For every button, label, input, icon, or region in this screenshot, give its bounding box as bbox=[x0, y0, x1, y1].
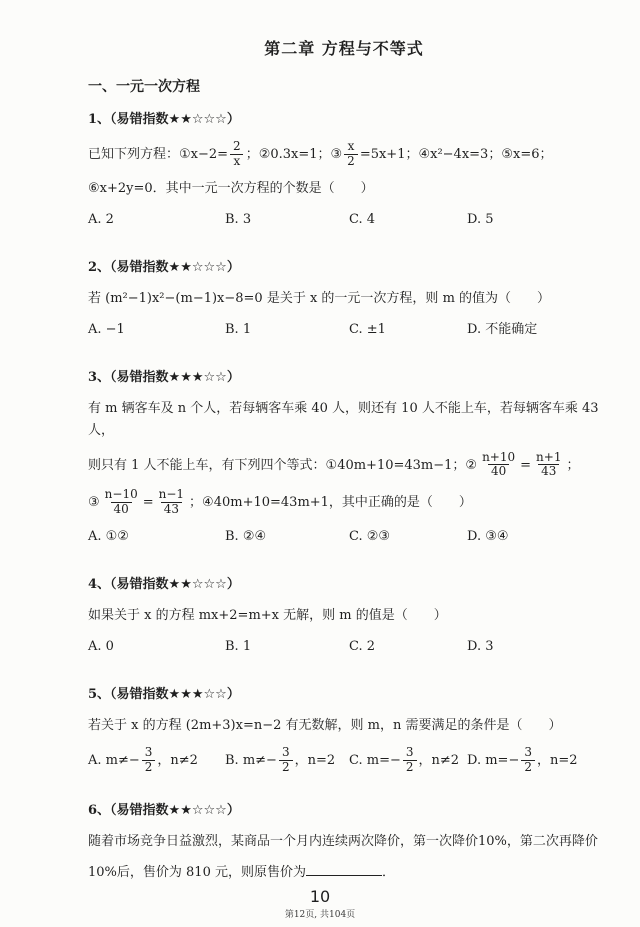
text-segment: A. −1 bbox=[88, 321, 125, 337]
fraction-numerator: 3 bbox=[524, 744, 532, 759]
option-c bbox=[349, 746, 467, 775]
math-fraction bbox=[521, 746, 535, 775]
question-text-line bbox=[88, 288, 600, 310]
option-a bbox=[88, 636, 225, 658]
text-segment: C. ②③ bbox=[349, 528, 391, 544]
text-segment: ，n=2 bbox=[294, 752, 336, 768]
text-segment: ； bbox=[566, 457, 580, 473]
math-fraction bbox=[230, 140, 244, 169]
question-header: 6、（易错指数★★☆☆☆） bbox=[88, 803, 240, 819]
page-footer bbox=[0, 887, 640, 920]
option-d bbox=[467, 319, 600, 341]
fraction-denominator: x bbox=[230, 154, 243, 169]
question-text-line bbox=[88, 862, 600, 884]
text-segment: 已知下列方程：①x−2= bbox=[88, 146, 229, 162]
text-segment: C. ±1 bbox=[349, 321, 386, 337]
option-c bbox=[349, 209, 467, 231]
question-5 bbox=[88, 684, 600, 775]
chapter-title: 第二章 方程与不等式 bbox=[264, 39, 424, 58]
question-text-line bbox=[88, 488, 600, 517]
option-d bbox=[467, 526, 600, 548]
text-segment: ，n≠2 bbox=[418, 752, 460, 768]
fraction-numerator: n−1 bbox=[158, 487, 185, 502]
text-segment: 随着市场竞争日益激烈，某商品一个月内连续两次降价，第一次降价10%，第二次再降价 bbox=[88, 834, 598, 850]
text-segment: ⑥x+2y=0．其中一元一次方程的个数是（ ） bbox=[88, 180, 374, 196]
math-fraction bbox=[533, 451, 564, 480]
question-1 bbox=[88, 109, 600, 231]
text-segment: 若关于 x 的方程 (2m+3)x=n−2 有无数解，则 m，n 需要满足的条件是（ ） bbox=[88, 717, 562, 733]
text-segment: B. ②④ bbox=[225, 528, 267, 544]
text-segment: D. ③④ bbox=[467, 528, 509, 544]
option-d bbox=[467, 746, 600, 775]
question-header: 4、（易错指数★★☆☆☆） bbox=[88, 576, 240, 592]
fraction-denominator: 2 bbox=[279, 760, 293, 775]
option-b bbox=[225, 319, 349, 341]
math-fraction bbox=[479, 451, 518, 480]
text-segment: C. m=− bbox=[349, 752, 401, 768]
option-b bbox=[225, 209, 349, 231]
text-segment: 10%后，售价为 810 元，则原售价为 bbox=[88, 865, 306, 881]
question-header: 1、（易错指数★★☆☆☆） bbox=[88, 112, 240, 127]
option-d bbox=[467, 209, 600, 231]
text-segment: B. 1 bbox=[225, 638, 252, 654]
fraction-denominator: 43 bbox=[538, 464, 559, 479]
text-segment: ，n≠2 bbox=[157, 752, 198, 768]
fraction-denominator: 2 bbox=[142, 760, 156, 775]
text-segment: 则只有 1 人不能上车，有下列四个等式：①40m+10=43m−1；② bbox=[88, 457, 478, 473]
question-3 bbox=[88, 367, 603, 548]
section-heading: 一、一元一次方程 bbox=[88, 79, 200, 95]
question-options-row bbox=[88, 319, 600, 341]
text-segment: 若 (m²−1)x²−(m−1)x−8=0 是关于 x 的一元一次方程，则 m 的值为（ ） bbox=[88, 290, 551, 306]
text-segment: ． bbox=[381, 865, 395, 881]
text-segment: B. m≠− bbox=[225, 752, 277, 768]
fraction-denominator: 40 bbox=[488, 464, 509, 479]
fraction-denominator: 2 bbox=[521, 760, 535, 775]
text-segment: B. 3 bbox=[225, 211, 252, 227]
question-text-line bbox=[88, 605, 600, 627]
page-number: 10 bbox=[309, 887, 331, 906]
question-6 bbox=[88, 800, 600, 884]
text-segment: ，n=2 bbox=[536, 752, 578, 768]
option-d bbox=[467, 636, 600, 658]
option-b bbox=[225, 746, 349, 775]
question-text-line bbox=[88, 831, 600, 853]
fraction-denominator: 40 bbox=[111, 502, 132, 517]
text-segment: C. 4 bbox=[349, 211, 376, 227]
text-segment: 有 m 辆客车及 n 个人，若每辆客车乘 40 人，则还有 10 人不能上车，若每辆客车乘 43 人， bbox=[88, 400, 603, 438]
question-2 bbox=[88, 257, 600, 341]
question-options-row bbox=[88, 209, 600, 231]
option-b bbox=[225, 526, 349, 548]
option-c bbox=[349, 636, 467, 658]
text-segment: A. 2 bbox=[88, 211, 114, 227]
question-header: 3、（易错指数★★★☆☆） bbox=[88, 369, 240, 385]
option-c bbox=[349, 319, 467, 341]
option-c bbox=[349, 526, 467, 548]
fraction-numerator: x bbox=[347, 139, 355, 153]
question-4 bbox=[88, 574, 600, 658]
text-segment: D. 不能确定 bbox=[467, 321, 538, 337]
text-segment: C. 2 bbox=[349, 638, 376, 654]
text-segment: D. 5 bbox=[467, 211, 494, 227]
answer-blank bbox=[306, 862, 382, 876]
option-a bbox=[88, 746, 225, 775]
fraction-numerator: 3 bbox=[281, 744, 290, 759]
fraction-numerator: n−10 bbox=[104, 487, 138, 502]
math-fraction bbox=[279, 746, 293, 775]
text-segment: A. ①② bbox=[88, 528, 129, 544]
question-text-line bbox=[88, 398, 603, 442]
question-text-line bbox=[88, 140, 600, 169]
question-text-line bbox=[88, 451, 600, 480]
text-segment: B. 1 bbox=[225, 321, 252, 337]
math-fraction bbox=[102, 488, 141, 517]
option-a bbox=[88, 319, 225, 341]
fraction-denominator: 43 bbox=[161, 502, 182, 517]
text-segment: A. m≠− bbox=[88, 752, 140, 768]
text-segment: 如果关于 x 的方程 mx+2=m+x 无解，则 m 的值是（ ） bbox=[88, 607, 447, 623]
fraction-numerator: n+1 bbox=[536, 449, 562, 464]
option-a bbox=[88, 526, 225, 548]
page-info: 第12页, 共104页 bbox=[284, 910, 356, 920]
text-segment: = bbox=[142, 494, 154, 510]
fraction-numerator: 3 bbox=[144, 744, 153, 759]
question-header: 5、（易错指数★★★☆☆） bbox=[88, 686, 240, 702]
math-fraction bbox=[142, 746, 156, 775]
text-segment: D. m=− bbox=[467, 752, 520, 768]
text-segment: =5x+1；④x²−4x=3；⑤x=6； bbox=[359, 146, 553, 162]
text-segment: ③ bbox=[88, 494, 100, 510]
option-b bbox=[225, 636, 349, 658]
fraction-numerator: 3 bbox=[405, 744, 414, 759]
option-a bbox=[88, 209, 225, 231]
text-segment: D. 3 bbox=[467, 638, 494, 654]
question-options-row bbox=[88, 636, 600, 658]
fraction-numerator: n+10 bbox=[482, 449, 516, 464]
question-options-row bbox=[88, 526, 600, 548]
question-text-line bbox=[88, 178, 600, 200]
text-segment: A. 0 bbox=[88, 638, 114, 654]
math-fraction bbox=[344, 140, 358, 169]
fraction-numerator: 2 bbox=[233, 139, 241, 153]
question-text-line bbox=[88, 715, 600, 737]
text-segment: ；②0.3x=1；③ bbox=[245, 146, 343, 162]
fraction-denominator: 2 bbox=[344, 154, 358, 169]
math-fraction bbox=[156, 488, 187, 517]
question-header: 2、（易错指数★★☆☆☆） bbox=[88, 259, 240, 275]
questions-list bbox=[88, 109, 603, 884]
fraction-denominator: 2 bbox=[403, 760, 417, 775]
math-fraction bbox=[403, 746, 417, 775]
question-options-row bbox=[88, 746, 600, 775]
text-segment: = bbox=[520, 457, 532, 473]
text-segment: ；④40m+10=43m+1，其中正确的是（ ） bbox=[189, 494, 472, 510]
